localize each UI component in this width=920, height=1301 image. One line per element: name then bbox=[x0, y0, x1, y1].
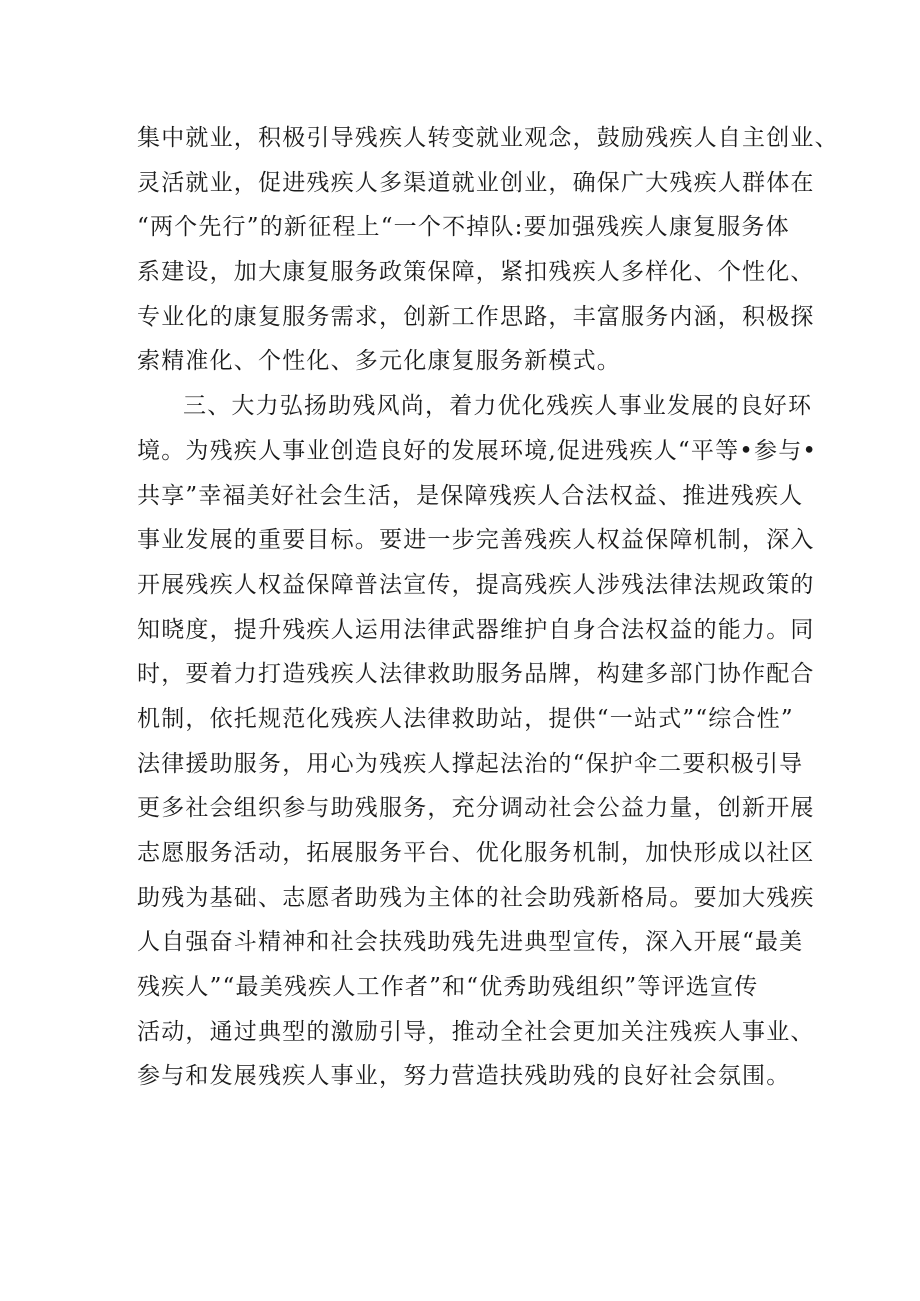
text-line: 残疾人”“最美残疾人工作者”和“优秀助残组织”等评选宣传 bbox=[137, 974, 759, 1001]
text-line: 专业化的康复服务需求，创新工作思路，丰富服务内涵，积极探 bbox=[137, 303, 815, 330]
text-line: 参与和发展残疾人事业，努力营造扶残助残的良好社会氛围。 bbox=[137, 1063, 791, 1090]
text-line: 知晓度，提升残疾人运用法律武器维护自身合法权益的能力。同 bbox=[137, 616, 815, 643]
text-line: 时，要着力打造残疾人法律救助服务品牌，构建多部门协作配合 bbox=[137, 661, 815, 688]
text-line: “两个先行”的新征程上“一个不掉队:要加强残疾人康复服务体 bbox=[137, 214, 790, 241]
text-line: 灵活就业，促进残疾人多渠道就业创业，确保广大残疾人群体在 bbox=[137, 169, 815, 196]
text-line: 境。为残疾人事业创造良好的发展环境,促进残疾人“平等•参与• bbox=[137, 437, 818, 464]
text-line: 事业发展的重要目标。要进一步完善残疾人权益保障机制，深入 bbox=[137, 527, 815, 554]
text-line: 志愿服务活动，拓展服务平台、优化服务机制，加快形成以社区 bbox=[137, 840, 815, 866]
text-line: 法律援助服务，用心为残疾人撑起法治的“保护伞二要积极引导 bbox=[137, 750, 804, 777]
text-line: 助残为基础、志愿者助残为主体的社会助残新格局。要加大残疾 bbox=[137, 884, 815, 911]
text-line: 共享”幸福美好社会生活，是保障残疾人合法权益、推进残疾人 bbox=[137, 482, 804, 509]
body-text bbox=[137, 116, 839, 1099]
text-line: 系建设，加大康复服务政策保障，紧扣残疾人多样化、个性化、 bbox=[137, 259, 815, 286]
section-heading-line: 三、大力弘扬助残风尚，着力优化残疾人事业发展的良好环 bbox=[183, 393, 813, 420]
text-line: 索精准化、个性化、多元化康复服务新模式。 bbox=[137, 348, 621, 375]
text-line: 活动，通过典型的激励引导，推动全社会更加关注残疾人事业、 bbox=[137, 1018, 815, 1045]
text-line: 机制，依托规范化残疾人法律救助站，提供“一站式”“综合性” bbox=[137, 705, 794, 732]
text-line: 更多社会组织参与助残服务，充分调动社会公益力量，创新开展 bbox=[137, 795, 815, 822]
text-line: 集中就业，积极引导残疾人转变就业观念，鼓励残疾人自主创业、 bbox=[137, 125, 839, 151]
text-line: 开展残疾人权益保障普法宣传，提高残疾人涉残法律法规政策的 bbox=[137, 571, 815, 598]
text-line: 人自强奋斗精神和社会扶残助残先进典型宣传，深入开展“最美 bbox=[137, 929, 804, 956]
